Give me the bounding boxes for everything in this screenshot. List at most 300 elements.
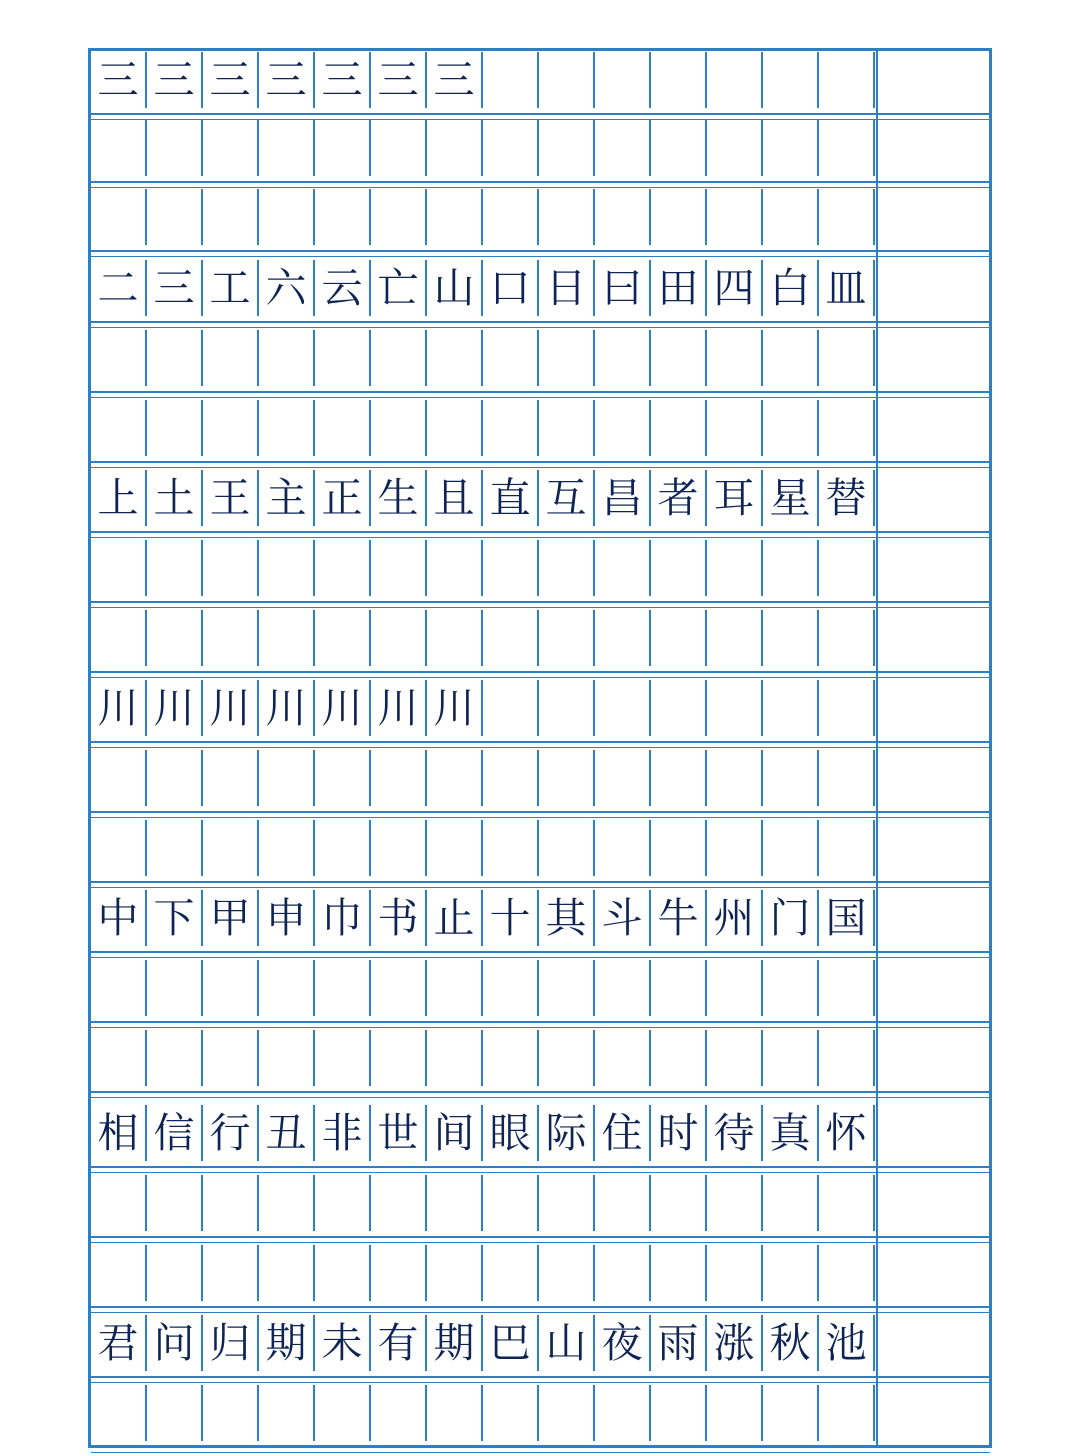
grid-cell (539, 1030, 595, 1086)
grid-cell (595, 750, 651, 806)
grid-cell (763, 330, 819, 386)
grid-cell (819, 1175, 875, 1231)
grid-cell (595, 400, 651, 456)
grid-cell (483, 1105, 539, 1161)
grid-cell (707, 400, 763, 456)
handwritten-character: 其 (545, 893, 587, 942)
handwritten-character: 归 (209, 1318, 251, 1367)
grid-cell (315, 1245, 371, 1301)
grid-cell (595, 1030, 651, 1086)
grid-cell (371, 1105, 427, 1161)
grid-cell (315, 680, 371, 736)
grid-cell (539, 1315, 595, 1371)
grid-cell (91, 890, 147, 946)
grid-cell (427, 1245, 483, 1301)
handwritten-character: 川 (265, 683, 307, 732)
grid-cell (539, 1105, 595, 1161)
handwritten-character: 六 (265, 263, 307, 312)
grid-cell (651, 330, 707, 386)
grid-cell (595, 120, 651, 176)
handwritten-character: 三 (97, 55, 139, 104)
handwritten-character: 时 (657, 1108, 699, 1157)
grid-cell (427, 1385, 483, 1441)
grid-cell (259, 400, 315, 456)
grid-row (91, 890, 876, 946)
grid-cell (371, 540, 427, 596)
grid-cell (539, 680, 595, 736)
grid-row (91, 52, 876, 108)
grid-cell (203, 960, 259, 1016)
grid-cell (483, 330, 539, 386)
grid-cell (483, 120, 539, 176)
grid-cell (483, 680, 539, 736)
grid-cell (147, 680, 203, 736)
handwritten-character: 川 (209, 683, 251, 732)
grid-cell (483, 1175, 539, 1231)
grid-cell (91, 400, 147, 456)
grid-cell (595, 470, 651, 526)
grid-cell (371, 330, 427, 386)
grid-cell (427, 1315, 483, 1371)
grid-cell (707, 1315, 763, 1371)
grid-cell (819, 1245, 875, 1301)
grid-cell (819, 1385, 875, 1441)
grid-cell (707, 52, 763, 108)
grid-cell (707, 890, 763, 946)
grid-cell (91, 1245, 147, 1301)
handwritten-character: 川 (153, 683, 195, 732)
grid-cell (483, 540, 539, 596)
handwritten-character: 期 (265, 1318, 307, 1367)
grid-cell (595, 820, 651, 876)
handwritten-character: 君 (97, 1318, 139, 1367)
grid-row (91, 1105, 876, 1161)
grid-cell (91, 680, 147, 736)
grid-cell (427, 400, 483, 456)
grid-cell (427, 890, 483, 946)
grid-cell (91, 120, 147, 176)
handwritten-character: 止 (433, 893, 475, 942)
grid-cell (483, 470, 539, 526)
handwritten-character: 亡 (377, 263, 419, 312)
grid-cell (595, 890, 651, 946)
grid-cell (315, 1105, 371, 1161)
handwritten-character: 国 (825, 893, 867, 942)
grid-cell (651, 890, 707, 946)
grid-cell (651, 1105, 707, 1161)
handwritten-character: 期 (433, 1318, 475, 1367)
grid-cell (147, 820, 203, 876)
grid-cell (147, 750, 203, 806)
grid-cell (819, 330, 875, 386)
grid-cell (315, 1315, 371, 1371)
grid-cell (427, 960, 483, 1016)
handwritten-character: 际 (545, 1108, 587, 1157)
grid-cell (763, 260, 819, 316)
grid-cell (819, 750, 875, 806)
grid-cell (763, 820, 819, 876)
grid-row (91, 1175, 876, 1231)
grid-cell (427, 1175, 483, 1231)
grid-cell (483, 820, 539, 876)
grid-cell (595, 1175, 651, 1231)
grid-cell (203, 189, 259, 245)
grid-cell (483, 610, 539, 666)
grid-cell (539, 1385, 595, 1441)
grid-cell (371, 120, 427, 176)
grid-cell (259, 189, 315, 245)
grid-cell (259, 610, 315, 666)
grid-cell (763, 470, 819, 526)
handwritten-character: 非 (321, 1108, 363, 1157)
grid-cell (203, 540, 259, 596)
grid-cell (651, 540, 707, 596)
grid-cell (651, 680, 707, 736)
grid-row (91, 960, 876, 1016)
handwritten-character: 二 (97, 263, 139, 312)
handwritten-character: 世 (377, 1108, 419, 1157)
grid-cell (315, 400, 371, 456)
handwritten-character: 申 (265, 893, 307, 942)
grid-cell (315, 540, 371, 596)
grid-row (91, 470, 876, 526)
grid-cell (539, 189, 595, 245)
grid-cell (763, 1245, 819, 1301)
margin-line (876, 48, 878, 1448)
grid-frame (88, 48, 992, 1448)
handwritten-character: 下 (153, 893, 195, 942)
handwritten-character: 口 (489, 263, 531, 312)
grid-cell (259, 52, 315, 108)
grid-cell (371, 1385, 427, 1441)
grid-cell (91, 820, 147, 876)
grid-row (91, 610, 876, 666)
handwritten-character: 夜 (601, 1318, 643, 1367)
grid-cell (651, 1030, 707, 1086)
handwritten-character: 三 (377, 55, 419, 104)
handwritten-character: 川 (321, 683, 363, 732)
handwritten-character: 土 (153, 473, 195, 522)
grid-cell (315, 470, 371, 526)
grid-cell (371, 610, 427, 666)
grid-cell (427, 1105, 483, 1161)
grid-cell (483, 189, 539, 245)
grid-cell (707, 610, 763, 666)
grid-cell (203, 1385, 259, 1441)
grid-cell (707, 750, 763, 806)
grid-row (91, 540, 876, 596)
grid-cell (427, 820, 483, 876)
grid-cell (259, 1385, 315, 1441)
grid-cell (595, 1315, 651, 1371)
grid-cell (707, 1105, 763, 1161)
handwritten-character: 山 (545, 1318, 587, 1367)
grid-cell (483, 260, 539, 316)
grid-cell (819, 890, 875, 946)
handwritten-character: 川 (433, 683, 475, 732)
grid-cell (539, 540, 595, 596)
grid-cell (763, 890, 819, 946)
grid-cell (203, 260, 259, 316)
grid-cell (203, 470, 259, 526)
grid-cell (819, 1030, 875, 1086)
grid-cell (483, 960, 539, 1016)
grid-cell (595, 1105, 651, 1161)
grid-cell (147, 1315, 203, 1371)
grid-cell (147, 1385, 203, 1441)
grid-cell (371, 189, 427, 245)
grid-cell (91, 1385, 147, 1441)
grid-cell (539, 52, 595, 108)
grid-cell (371, 1030, 427, 1086)
grid-cell (707, 189, 763, 245)
grid-cell (147, 610, 203, 666)
grid-cell (819, 960, 875, 1016)
grid-row (91, 1315, 876, 1371)
grid-cell (427, 610, 483, 666)
grid-cell (651, 820, 707, 876)
grid-cell (315, 1385, 371, 1441)
handwritten-character: 甲 (209, 893, 251, 942)
grid-row (91, 680, 876, 736)
grid-cell (203, 1030, 259, 1086)
handwritten-character: 四 (713, 263, 755, 312)
grid-cell (259, 330, 315, 386)
handwritten-character: 待 (713, 1108, 755, 1157)
grid-cell (483, 1030, 539, 1086)
handwritten-character: 互 (545, 473, 587, 522)
grid-cell (707, 1030, 763, 1086)
grid-row (91, 330, 876, 386)
grid-cell (427, 680, 483, 736)
grid-cell (539, 820, 595, 876)
grid-cell (483, 890, 539, 946)
handwritten-character: 三 (433, 55, 475, 104)
handwritten-character: 书 (377, 893, 419, 942)
grid-cell (707, 1175, 763, 1231)
grid-cell (259, 890, 315, 946)
grid-cell (763, 1175, 819, 1231)
grid-cell (763, 120, 819, 176)
grid-cell (371, 52, 427, 108)
grid-cell (259, 120, 315, 176)
grid-cell (259, 1315, 315, 1371)
handwritten-character: 住 (601, 1108, 643, 1157)
grid-cell (707, 1245, 763, 1301)
grid-cell (483, 52, 539, 108)
grid-cell (763, 960, 819, 1016)
grid-cell (595, 1385, 651, 1441)
grid-cell (259, 1030, 315, 1086)
grid-cell (371, 400, 427, 456)
grid-cell (651, 260, 707, 316)
grid-cell (539, 890, 595, 946)
grid-row (91, 120, 876, 176)
grid-cell (651, 610, 707, 666)
grid-cell (259, 750, 315, 806)
grid-cell (651, 1245, 707, 1301)
grid-cell (91, 189, 147, 245)
grid-cell (315, 750, 371, 806)
grid-cell (819, 470, 875, 526)
grid-cell (315, 890, 371, 946)
grid-cell (539, 260, 595, 316)
grid-cell (91, 1315, 147, 1371)
handwritten-character: 信 (153, 1108, 195, 1157)
grid-cell (483, 1315, 539, 1371)
grid-cell (763, 400, 819, 456)
grid-cell (259, 820, 315, 876)
grid-cell (763, 540, 819, 596)
grid-cell (91, 330, 147, 386)
handwritten-character: 上 (97, 473, 139, 522)
grid-cell (259, 1245, 315, 1301)
grid-cell (819, 680, 875, 736)
grid-cell (203, 1175, 259, 1231)
grid-row (91, 400, 876, 456)
grid-cell (147, 470, 203, 526)
grid-cell (91, 540, 147, 596)
grid-cell (595, 189, 651, 245)
grid-cell (427, 260, 483, 316)
grid-cell (315, 820, 371, 876)
grid-cell (707, 960, 763, 1016)
grid-cell (483, 400, 539, 456)
grid-cell (91, 52, 147, 108)
grid-cell (595, 330, 651, 386)
grid-cell (651, 120, 707, 176)
handwritten-character: 中 (97, 893, 139, 942)
handwritten-character: 三 (265, 55, 307, 104)
handwritten-character: 秋 (769, 1318, 811, 1367)
handwritten-character: 涨 (713, 1318, 755, 1367)
grid-cell (147, 400, 203, 456)
grid-row (91, 1245, 876, 1301)
grid-cell (147, 1175, 203, 1231)
handwritten-character: 替 (825, 473, 867, 522)
grid-cell (147, 960, 203, 1016)
grid-cell (147, 1030, 203, 1086)
grid-cell (315, 330, 371, 386)
grid-cell (315, 189, 371, 245)
grid-cell (707, 260, 763, 316)
handwritten-character: 白 (769, 263, 811, 312)
grid-cell (819, 540, 875, 596)
grid-cell (763, 1030, 819, 1086)
grid-cell (147, 330, 203, 386)
grid-cell (259, 1105, 315, 1161)
grid-cell (259, 1175, 315, 1231)
grid-cell (763, 610, 819, 666)
grid-cell (483, 1385, 539, 1441)
handwritten-character: 眼 (489, 1108, 531, 1157)
grid-cell (651, 470, 707, 526)
handwritten-character: 有 (377, 1318, 419, 1367)
grid-cell (651, 750, 707, 806)
grid-cell (147, 260, 203, 316)
grid-cell (819, 610, 875, 666)
grid-cell (259, 540, 315, 596)
grid-cell (539, 330, 595, 386)
grid-cell (315, 960, 371, 1016)
grid-cell (819, 400, 875, 456)
grid-cell (651, 189, 707, 245)
grid-cell (427, 1030, 483, 1086)
handwritten-character: 川 (97, 683, 139, 732)
handwritten-character: 牛 (657, 893, 699, 942)
grid-cell (707, 120, 763, 176)
grid-cell (595, 680, 651, 736)
grid-cell (203, 400, 259, 456)
handwritten-character: 斗 (601, 893, 643, 942)
grid-cell (651, 960, 707, 1016)
grid-cell (595, 260, 651, 316)
handwritten-character: 昌 (601, 473, 643, 522)
grid-cell (763, 52, 819, 108)
grid-cell (371, 680, 427, 736)
grid-cell (427, 540, 483, 596)
grid-cell (651, 400, 707, 456)
handwritten-character: 丑 (265, 1108, 307, 1157)
grid-cell (595, 610, 651, 666)
grid-cell (707, 1385, 763, 1441)
handwritten-character: 正 (321, 473, 363, 522)
handwritten-character: 三 (153, 55, 195, 104)
grid-row (91, 1385, 876, 1441)
grid-cell (371, 1315, 427, 1371)
grid-cell (91, 470, 147, 526)
grid-row (91, 820, 876, 876)
handwritten-character: 生 (377, 473, 419, 522)
handwritten-character: 直 (489, 473, 531, 522)
grid-cell (259, 680, 315, 736)
grid-row (91, 1030, 876, 1086)
grid-row (91, 189, 876, 245)
grid-cell (371, 260, 427, 316)
handwritten-character: 问 (153, 1318, 195, 1367)
handwritten-character: 州 (713, 893, 755, 942)
handwritten-character: 池 (825, 1318, 867, 1367)
handwritten-character: 云 (321, 263, 363, 312)
grid-cell (819, 820, 875, 876)
handwritten-character: 者 (657, 473, 699, 522)
grid-cell (203, 52, 259, 108)
handwritten-character: 三 (321, 55, 363, 104)
grid-cell (595, 540, 651, 596)
grid-cell (427, 750, 483, 806)
grid-cell (539, 120, 595, 176)
grid-cell (203, 1315, 259, 1371)
grid-cell (259, 960, 315, 1016)
grid-cell (651, 1315, 707, 1371)
grid-cell (203, 610, 259, 666)
handwritten-character: 行 (209, 1108, 251, 1157)
handwritten-character: 三 (209, 55, 251, 104)
handwritten-character: 曰 (601, 263, 643, 312)
handwritten-character: 巴 (489, 1318, 531, 1367)
grid-cell (539, 610, 595, 666)
handwritten-character: 未 (321, 1318, 363, 1367)
grid-cell (91, 610, 147, 666)
grid-cell (315, 1175, 371, 1231)
grid-cell (707, 820, 763, 876)
grid-cell (595, 52, 651, 108)
grid-cell (427, 120, 483, 176)
grid-row (91, 260, 876, 316)
grid-cell (539, 470, 595, 526)
grid-cell (651, 52, 707, 108)
grid-cell (651, 1385, 707, 1441)
